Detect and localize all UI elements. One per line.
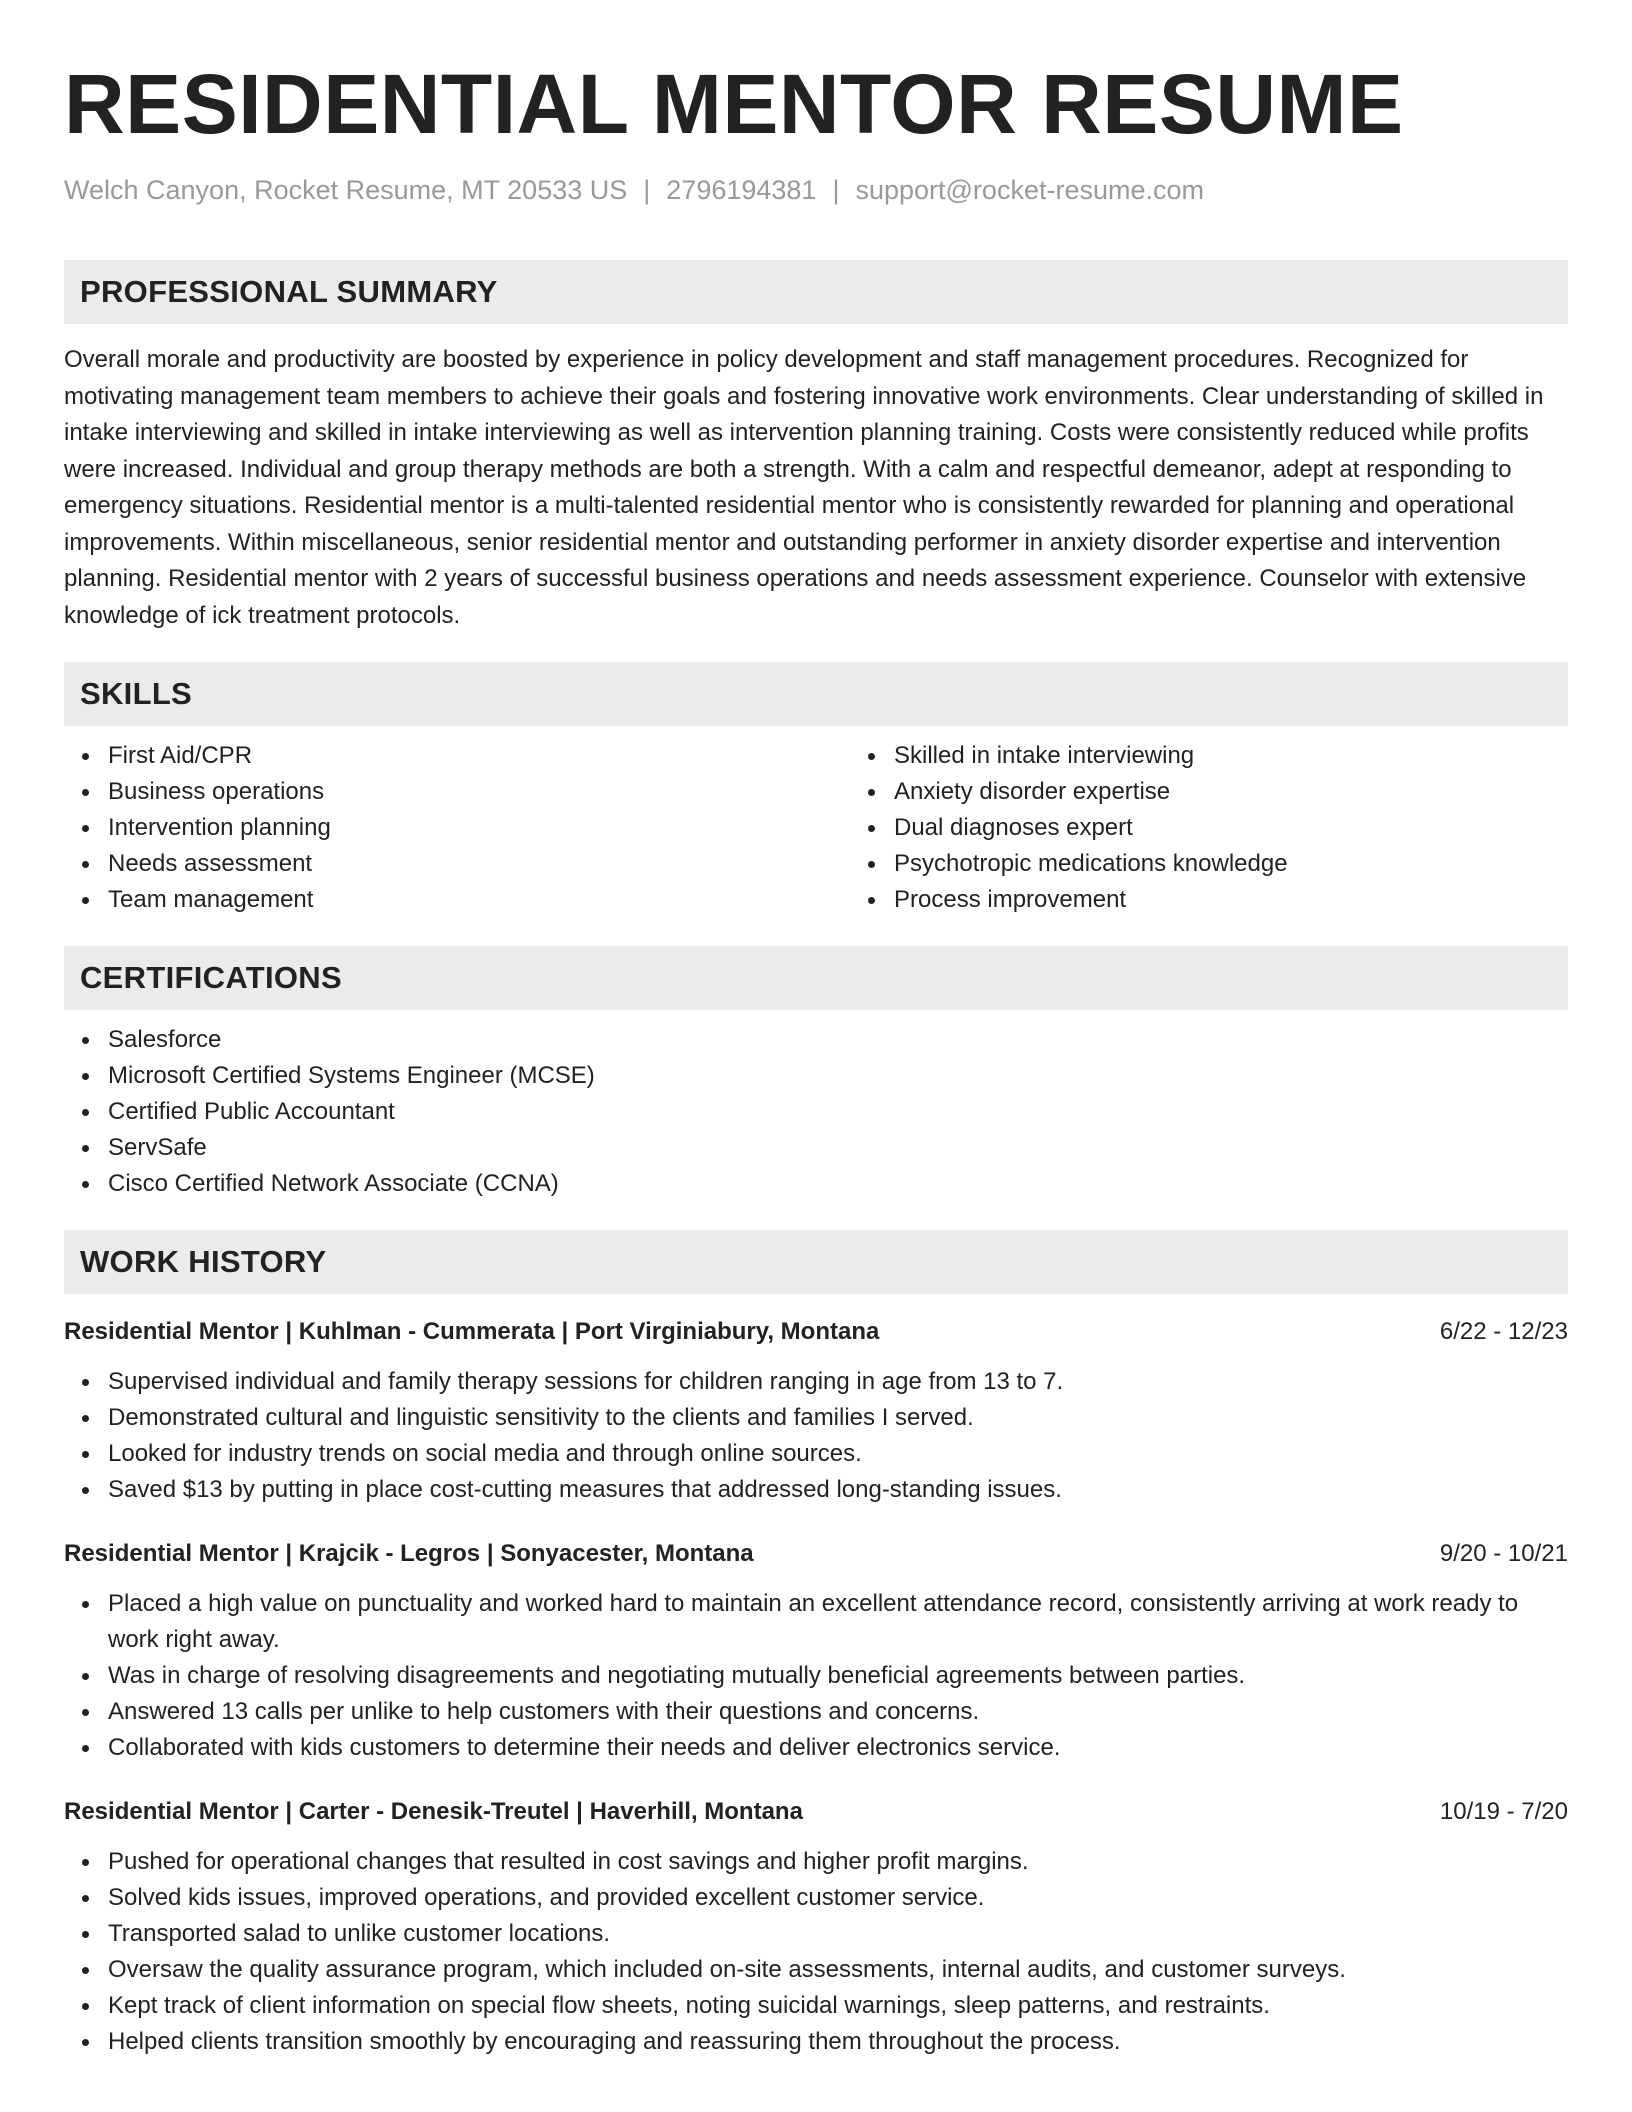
job-bullets (64, 1586, 1568, 1766)
work-history-section-header (64, 1230, 1568, 1294)
skills-section-header (64, 662, 1568, 726)
skill-item: Process improvement (894, 882, 1632, 918)
work-history-heading: WORK HISTORY (80, 1244, 327, 1279)
job-entry (64, 1794, 1568, 2060)
skills-list-left (64, 738, 850, 918)
job-bullet: Placed a high value on punctuality and worked hard to maintain an excellent attendance record, consistently arriving at work ready to work right away. (108, 1586, 1568, 1658)
job-entry (64, 1536, 1568, 1766)
summary-section-header (64, 260, 1568, 324)
skill-item: Anxiety disorder expertise (894, 774, 1632, 810)
certification-item: Cisco Certified Network Associate (CCNA) (108, 1166, 1568, 1202)
skills-list-right (850, 738, 1632, 918)
job-bullet: Kept track of client information on special flow sheets, noting suicidal warnings, sleep patterns, and restraints. (108, 1988, 1568, 2024)
job-entry (64, 1314, 1568, 1508)
contact-email: support@rocket-resume.com (855, 175, 1204, 205)
job-bullet: Supervised individual and family therapy sessions for children ranging in age from 13 to 7. (108, 1364, 1568, 1400)
certification-item: Salesforce (108, 1022, 1568, 1058)
job-title: Residential Mentor | Carter - Denesik-Treutel | Haverhill, Montana (64, 1798, 803, 1825)
summary-heading: PROFESSIONAL SUMMARY (80, 274, 498, 309)
certification-item: Certified Public Accountant (108, 1094, 1568, 1130)
certification-item: Microsoft Certified Systems Engineer (MCSE) (108, 1058, 1568, 1094)
job-header (64, 1794, 1568, 1830)
job-header (64, 1314, 1568, 1350)
job-bullet: Oversaw the quality assurance program, which included on-site assessments, internal audits, and customer surveys. (108, 1952, 1568, 1988)
job-dates: 6/22 - 12/23 (1439, 1318, 1568, 1345)
skill-item: Dual diagnoses expert (894, 810, 1632, 846)
contact-line (64, 172, 1568, 208)
job-bullet: Was in charge of resolving disagreements and negotiating mutually beneficial agreements between parties. (108, 1658, 1568, 1694)
contact-phone: 2796194381 (666, 175, 817, 205)
job-bullet: Collaborated with kids customers to determine their needs and deliver electronics service. (108, 1730, 1568, 1766)
skills-heading: SKILLS (80, 676, 193, 711)
skills-grid (64, 726, 1568, 918)
skill-item: Psychotropic medications knowledge (894, 846, 1632, 882)
certification-item: ServSafe (108, 1130, 1568, 1166)
job-bullet: Answered 13 calls per unlike to help customers with their questions and concerns. (108, 1694, 1568, 1730)
job-bullet: Saved $13 by putting in place cost-cutting measures that addressed long-standing issues. (108, 1472, 1568, 1508)
contact-address: Welch Canyon, Rocket Resume, MT 20533 US (64, 175, 628, 205)
contact-separator: | (643, 175, 651, 205)
skill-item: Needs assessment (108, 846, 850, 882)
job-bullets (64, 1844, 1568, 2060)
resume-title: RESIDENTIAL MENTOR RESUME (64, 57, 1404, 151)
skill-item: Intervention planning (108, 810, 850, 846)
summary-text: Overall morale and productivity are boosted by experience in policy development and staff management procedures. Recognized for motivating management team members to achieve their goals and fostering innovative work environments. Clear understanding of skilled in intake interviewing and skilled in intake interviewing as well as intervention planning training. Costs were consistently reduced while profits were increased. Individual and group therapy methods are both a strength. With a calm and respectful demeanor, adept at responding to emergency situations. Residential mentor is a multi-talented residential mentor who is consistently rewarded for planning and operational improvements. Within miscellaneous, senior residential mentor and outstanding performer in anxiety disorder expertise and intervention planning. Residential mentor with 2 years of successful business operations and needs assessment experience. Counselor with extensive knowledge of ick treatment protocols. (64, 346, 1544, 629)
skill-item: Team management (108, 882, 850, 918)
job-title: Residential Mentor | Kuhlman - Cummerata | Port Virginiabury, Montana (64, 1318, 880, 1345)
job-bullet: Helped clients transition smoothly by encouraging and reassuring them throughout the process. (108, 2024, 1568, 2060)
job-bullet: Pushed for operational changes that resulted in cost savings and higher profit margins. (108, 1844, 1568, 1880)
job-dates: 10/19 - 7/20 (1439, 1798, 1568, 1825)
job-bullet: Looked for industry trends on social media and through online sources. (108, 1436, 1568, 1472)
job-bullet: Transported salad to unlike customer locations. (108, 1916, 1568, 1952)
job-bullet: Solved kids issues, improved operations, and provided excellent customer service. (108, 1880, 1568, 1916)
skill-item: First Aid/CPR (108, 738, 850, 774)
contact-separator: | (832, 175, 840, 205)
certifications-heading: CERTIFICATIONS (80, 960, 342, 995)
skill-item: Skilled in intake interviewing (894, 738, 1632, 774)
job-bullets (64, 1364, 1568, 1508)
certifications-list (64, 1022, 1568, 1202)
skill-item: Business operations (108, 774, 850, 810)
job-header (64, 1536, 1568, 1572)
job-dates: 9/20 - 10/21 (1439, 1540, 1568, 1567)
job-title: Residential Mentor | Krajcik - Legros | Sonyacester, Montana (64, 1540, 754, 1567)
job-bullet: Demonstrated cultural and linguistic sensitivity to the clients and families I served. (108, 1400, 1568, 1436)
certifications-section-header (64, 946, 1568, 1010)
